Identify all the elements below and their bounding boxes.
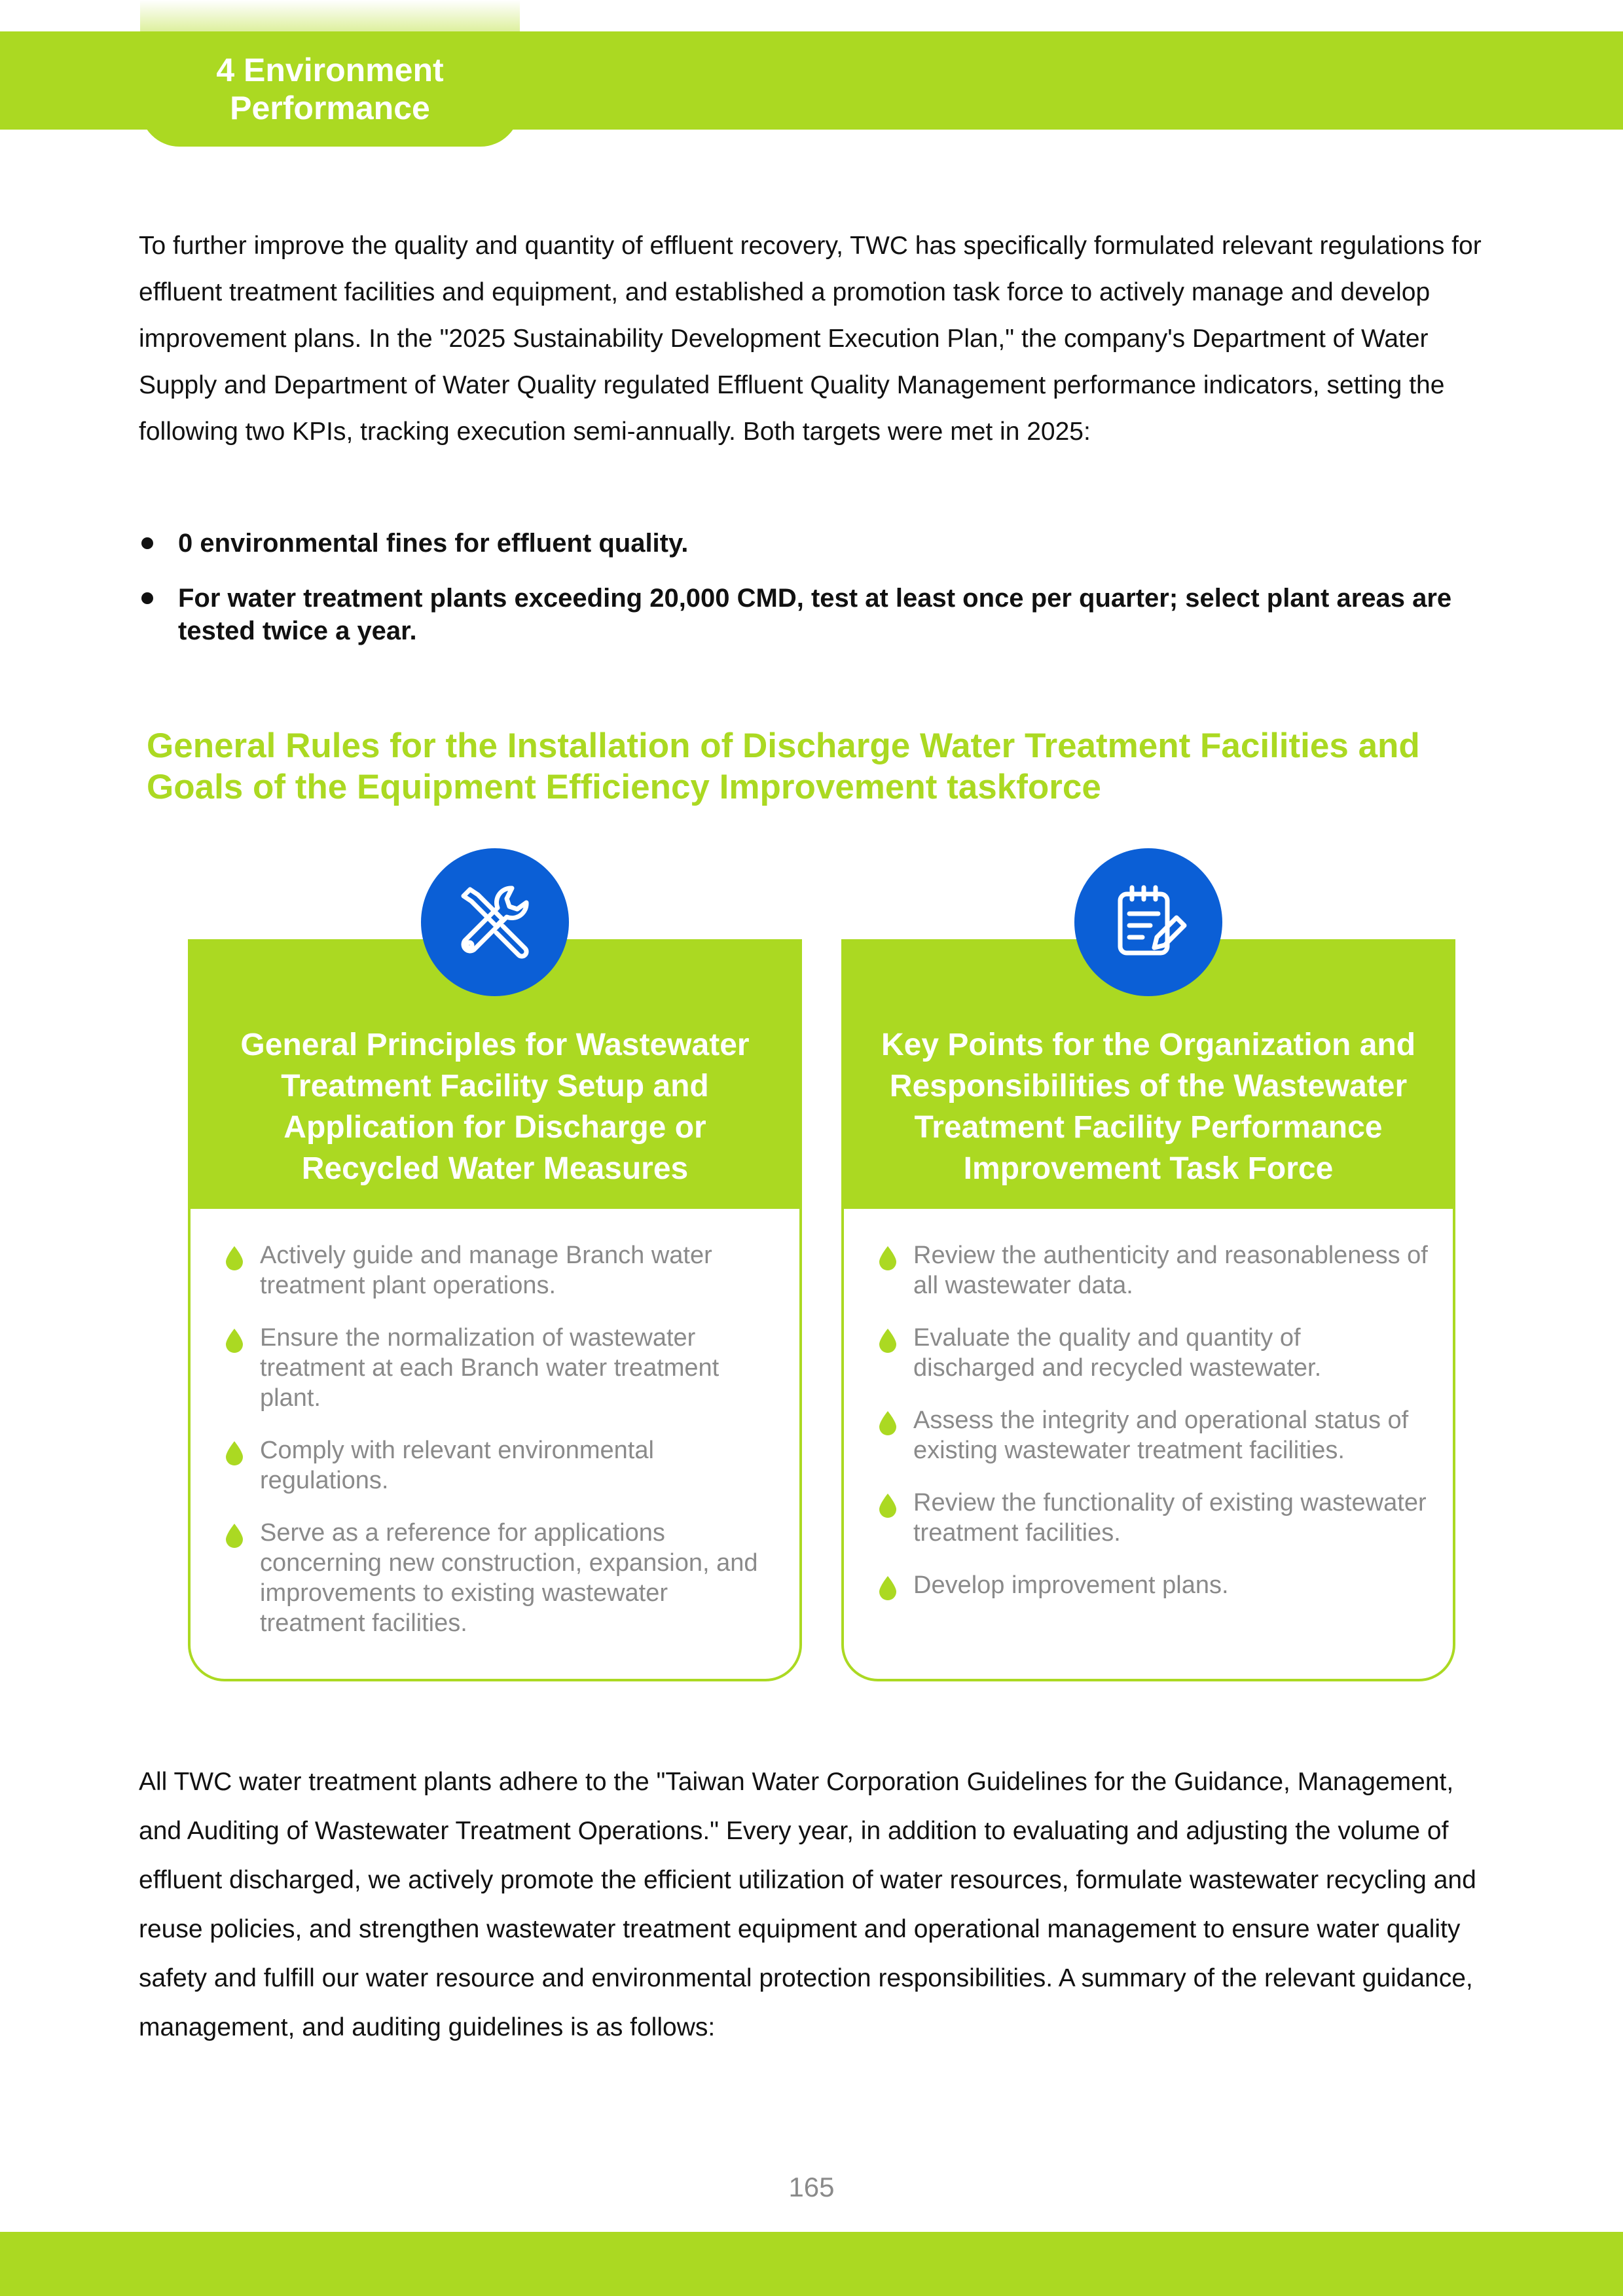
list-item (878, 1240, 1428, 1300)
list-item (878, 1488, 1428, 1548)
tools-badge (421, 848, 569, 996)
section-label: 4 Environment Performance (216, 52, 444, 126)
clipboard-badge (1074, 848, 1222, 996)
page-number: 165 (788, 2172, 835, 2202)
card-title: General Principles for Wastewater Treatment Facility Setup and Application for Discharge or Recycled Water Measures (240, 1028, 750, 1186)
kpi-item (139, 527, 1487, 560)
clipboard-edit-icon (1106, 880, 1191, 965)
list-item (225, 1240, 775, 1300)
water-drop-icon (225, 1523, 244, 1548)
water-drop-icon (225, 1246, 244, 1270)
list-item-text: Evaluate the quality and quantity of discharged and recycled wastewater. (913, 1324, 1322, 1382)
water-drop-icon (878, 1575, 898, 1600)
bullet-icon (141, 592, 153, 604)
tools-icon (449, 876, 541, 968)
kpi-list (139, 527, 1487, 670)
list-item-text: Review the functionality of existing wastewater treatment facilities. (913, 1489, 1427, 1547)
water-drop-icon (878, 1410, 898, 1435)
list-item (878, 1405, 1428, 1465)
header-tab-fade (140, 0, 520, 33)
list-item-text: Actively guide and manage Branch water treatment plant operations. (260, 1242, 712, 1299)
section-tab (140, 31, 520, 147)
outro-paragraph: All TWC water treatment plants adhere to the "Taiwan Water Corporation Guidelines for the Guidance, Management, and Auditing of Wastewater Treatment Operations." Every year, in addition to evaluating and adjusting the volume of effluent discharged, we actively promote the efficient utilization of water resources, formulate wastewater recycling and reuse policies, and strengthen wastewater treatment equipment and operational management to ensure water quality safety and fulfill our water resource and environmental protection responsibilities. A summary of the relevant guidance, management, and auditing guidelines is as follows: (139, 1768, 1476, 2041)
card-task-force (841, 939, 1455, 1681)
list-item-text: Serve as a reference for applications concerning new construction, expansion, and improvements to existing wastewater treatment facilities. (260, 1519, 758, 1637)
list-item (225, 1518, 775, 1638)
card-general-principles (188, 939, 802, 1681)
kpi-item (139, 582, 1487, 647)
card-title: Key Points for the Organization and Responsibilities of the Wastewater Treatment Facility Performance Improvement Task Force (881, 1028, 1416, 1186)
list-item-text: Ensure the normalization of wastewater treatment at each Branch water treatment plant. (260, 1324, 720, 1412)
list-item (878, 1323, 1428, 1383)
water-drop-icon (878, 1246, 898, 1270)
kpi-text: 0 environmental fines for effluent quality. (178, 529, 689, 558)
card-list (225, 1240, 775, 1660)
bullet-icon (141, 537, 153, 549)
water-drop-icon (878, 1493, 898, 1518)
section-subheading: General Rules for the Installation of Discharge Water Treatment Facilities and Goals of the Equipment Efficiency Improvement taskforce (147, 726, 1420, 806)
water-drop-icon (225, 1441, 244, 1465)
list-item (225, 1323, 775, 1413)
card-list (878, 1240, 1428, 1623)
list-item (225, 1435, 775, 1496)
list-item (878, 1570, 1428, 1600)
list-item-text: Develop improvement plans. (913, 1571, 1229, 1599)
list-item-text: Review the authenticity and reasonableness of all wastewater data. (913, 1242, 1428, 1299)
list-item-text: Comply with relevant environmental regulations. (260, 1437, 654, 1494)
intro-paragraph: To further improve the quality and quantity of effluent recovery, TWC has specifically formulated relevant regulations for effluent treatment facilities and equipment, and established a promotion task force to actively manage and develop improvement plans. In the "2025 Sustainability Development Execution Plan," the company's Department of Water Supply and Department of Water Quality regulated Effluent Quality Management performance indicators, setting the following two KPIs, tracking execution semi-annually. Both targets were met in 2025: (139, 232, 1482, 446)
kpi-text: For water treatment plants exceeding 20,000 CMD, test at least once per quarter; select plant areas are tested twice a year. (178, 584, 1452, 645)
water-drop-icon (225, 1328, 244, 1353)
footer-band (0, 2232, 1623, 2296)
list-item-text: Assess the integrity and operational status of existing wastewater treatment facilities. (913, 1407, 1409, 1464)
water-drop-icon (878, 1328, 898, 1353)
